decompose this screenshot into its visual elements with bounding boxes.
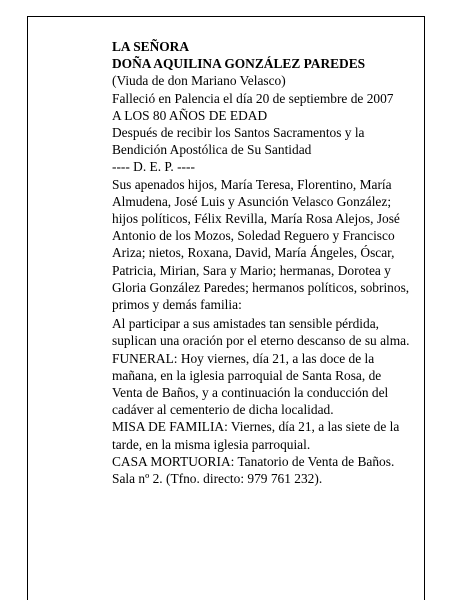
prayer-request: Al participar a sus amistades tan sensible pérdida, suplican una oración por el eterno descanso de su alma. — [112, 316, 410, 349]
deceased-name: DOÑA AQUILINA GONZÁLEZ PAREDES — [112, 56, 366, 72]
widow-of: (Viuda de don Mariano Velasco) — [112, 73, 286, 89]
family-list: Sus apenados hijos, María Teresa, Florentino, María Almudena, José Luis y Asunción Velasco González; hijos políticos, Félix Revilla, María Rosa Alejos, José Antonio de los Mozos, Soledad Reguero y Francisco Ariza; nietos, Roxana, David, María Ángeles, Óscar, Patricia, Mirian, Sara y Mario; hermanas, Dorotea y Gloria González Paredes; hermanos políticos, sobrinos, primos y demás familia: — [112, 176, 410, 313]
mortuary-info: CASA MORTUORIA: Tanatorio de Venta de Baños. Sala nº 2. (Tfno. directo: 979 761 232). — [112, 453, 395, 487]
notice-title: LA SEÑORA — [112, 39, 190, 54]
age-statement: A LOS 80 AÑOS DE EDAD — [112, 107, 268, 123]
funeral-info: FUNERAL: Hoy viernes, día 21, a las doce de la mañana, en la iglesia parroquial de Santa Rosa, de Venta de Baños, y a continuación la conducción del cadáver al cementerio de dicha localidad. — [112, 350, 389, 418]
death-statement: Falleció en Palencia el día 20 de septiembre de 2007 — [112, 90, 394, 106]
family-mass-info: MISA DE FAMILIA: Viernes, día 21, a las siete de la tarde, en la misma iglesia parroquial. — [112, 419, 400, 452]
sacraments-statement: Después de recibir los Santos Sacramentos y la Bendición Apostólica de Su Santidad — [112, 125, 365, 158]
obituary-notice — [112, 38, 412, 487]
rip-line: ---- D. E. P. ---- — [112, 159, 195, 175]
